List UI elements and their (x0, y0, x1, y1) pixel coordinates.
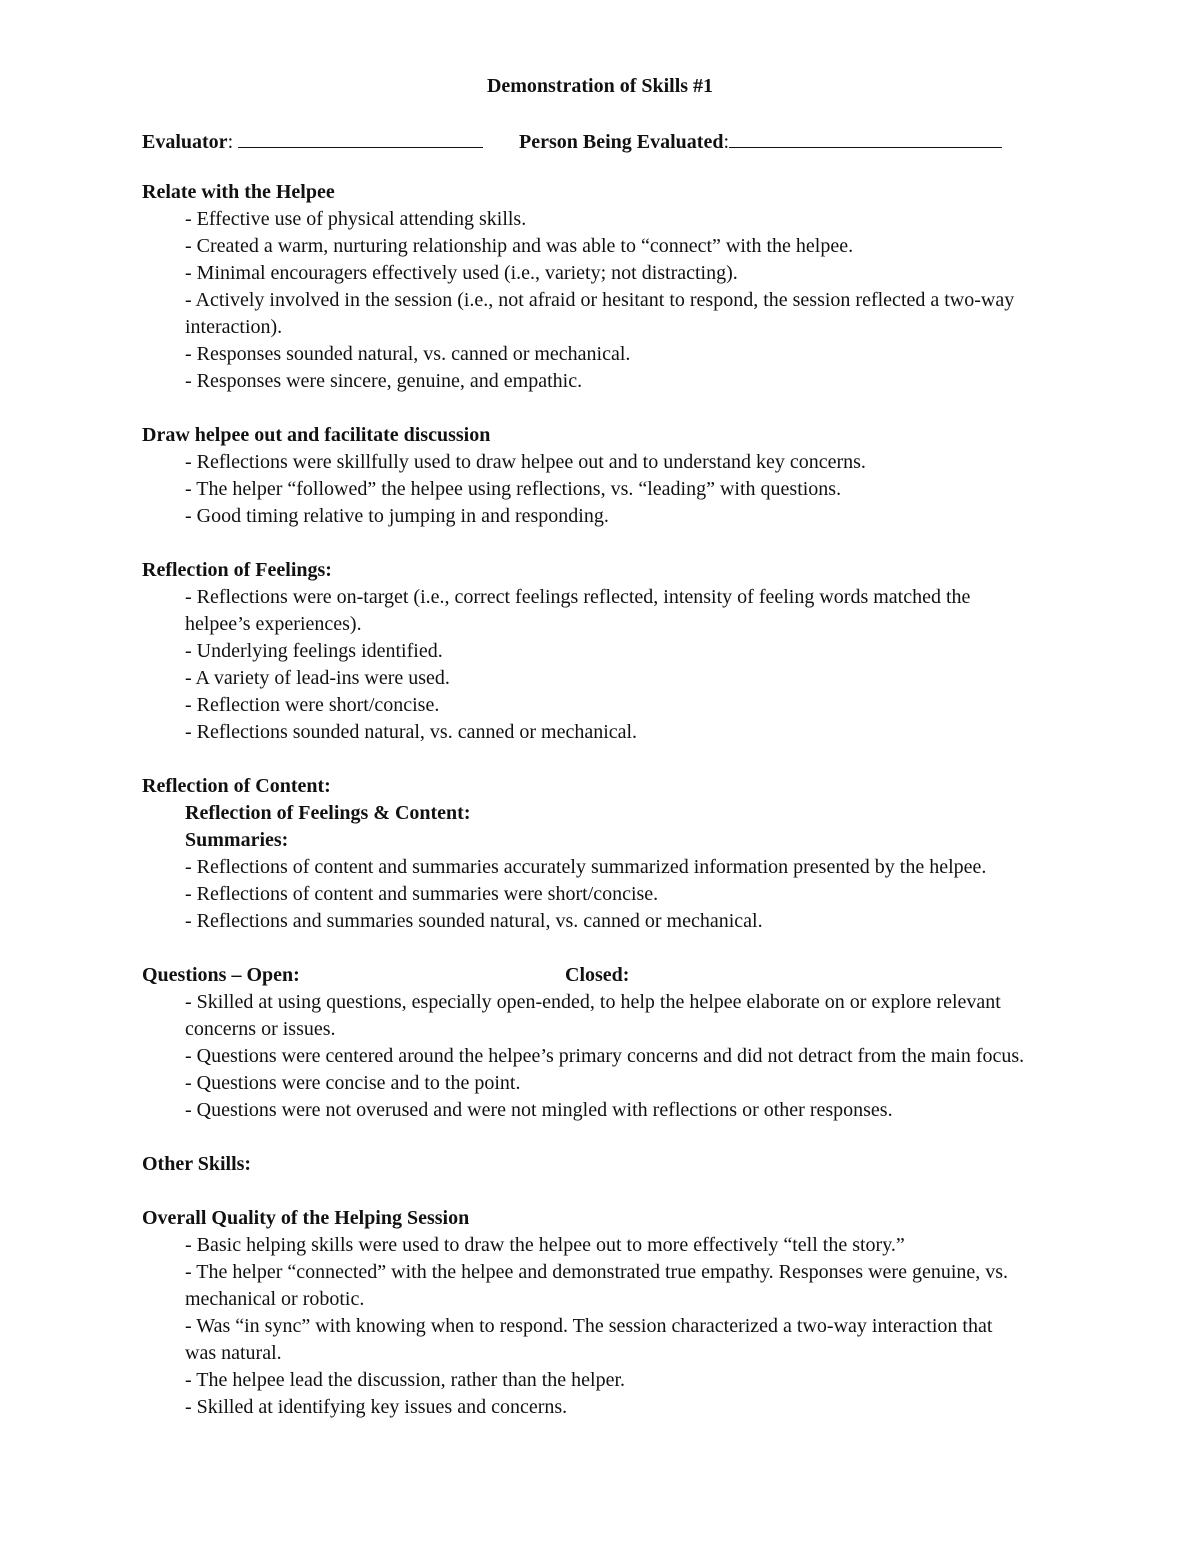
list-item-text: - Actively involved in the session (i.e., not afraid or hesitant to respond, the session reflected a two-way interaction). (185, 289, 1015, 338)
evaluator-blank-line[interactable] (238, 127, 483, 148)
section-reflection-content (142, 773, 1067, 935)
person-evaluated-colon: : (723, 131, 730, 153)
section-draw-out (142, 422, 1067, 530)
list-item: - Basic helping skills were used to draw the helpee out to more effectively “tell the story.” (185, 1234, 905, 1256)
list-item: - Reflections of content and summaries accurately summarized information presented by the helpee. (185, 856, 987, 878)
evaluator-field (142, 127, 483, 156)
list-item: - Responses sounded natural, vs. canned or mechanical. (185, 343, 631, 365)
list-item: - The helpee lead the discussion, rather than the helper. (185, 1369, 626, 1391)
section-other-skills (142, 1151, 1067, 1178)
person-evaluated-blank-line[interactable] (729, 127, 1002, 148)
document-body (142, 179, 1067, 1448)
closed-heading: Closed: (565, 964, 630, 986)
evaluator-label: Evaluator (142, 131, 228, 153)
list-item: - Created a warm, nurturing relationship and was able to “connect” with the helpee. (185, 235, 854, 257)
section-heading: Overall Quality of the Helping Session (142, 1207, 470, 1229)
section-overall-quality (142, 1205, 1067, 1421)
list-item (142, 287, 1067, 341)
section-reflection-feelings (142, 557, 1067, 746)
list-item: - Questions were centered around the helpee’s primary concerns and did not detract from the main focus. (185, 1045, 1025, 1067)
list-item: - Good timing relative to jumping in and responding. (185, 505, 609, 527)
evaluation-fields (142, 127, 1062, 157)
list-item: - Reflections sounded natural, vs. canned or mechanical. (185, 721, 638, 743)
section-subheading: Summaries: (185, 829, 289, 851)
section-heading: Reflection of Feelings: (142, 559, 332, 581)
section-subheading: Reflection of Feelings & Content: (185, 802, 471, 824)
list-item: - Effective use of physical attending skills. (185, 208, 527, 230)
list-item: - Reflections and summaries sounded natural, vs. canned or mechanical. (185, 910, 763, 932)
section-heading: Questions – Open: (142, 964, 300, 986)
list-item: - Skilled at identifying key issues and concerns. (185, 1396, 568, 1418)
list-item: - Underlying feelings identified. (185, 640, 443, 662)
list-item: - Reflections were skillfully used to draw helpee out and to understand key concerns. (185, 451, 866, 473)
list-item: - Reflections were on-target (i.e., correct feelings reflected, intensity of feeling words matched the helpee’s experiences). (185, 586, 971, 635)
person-evaluated-label: Person Being Evaluated (519, 131, 724, 153)
list-item: - The helper “connected” with the helpee and demonstrated true empathy. Responses were genuine, vs. mechanical or robotic. (185, 1261, 1009, 1310)
list-item: - Minimal encouragers effectively used (i.e., variety; not distracting). (185, 262, 738, 284)
section-questions (142, 962, 1067, 1124)
questions-heading-row (142, 962, 1067, 989)
list-item: - Reflections of content and summaries were short/concise. (185, 883, 659, 905)
list-item: - Responses were sincere, genuine, and empathic. (185, 370, 583, 392)
list-item: - Reflection were short/concise. (185, 694, 440, 716)
section-heading: Other Skills: (142, 1153, 252, 1175)
section-relate (142, 179, 1067, 395)
document-title: Demonstration of Skills #1 (486, 75, 714, 97)
list-item: - A variety of lead-ins were used. (185, 667, 450, 689)
list-item: - Skilled at using questions, especially open-ended, to help the helpee elaborate on or explore relevant concerns or issues. (185, 991, 1001, 1040)
section-heading: Draw helpee out and facilitate discussion (142, 424, 491, 446)
list-item: - Was “in sync” with knowing when to respond. The session characterized a two-way interaction that was natural. (185, 1315, 993, 1364)
person-evaluated-field (519, 127, 1002, 156)
list-item: - Questions were concise and to the point. (185, 1072, 521, 1094)
evaluator-colon: : (227, 131, 234, 153)
list-item: - The helper “followed” the helpee using reflections, vs. “leading” with questions. (185, 478, 842, 500)
list-item: - Questions were not overused and were not mingled with reflections or other responses. (185, 1099, 893, 1121)
section-heading: Relate with the Helpee (142, 181, 335, 203)
section-heading: Reflection of Content: (142, 775, 331, 797)
